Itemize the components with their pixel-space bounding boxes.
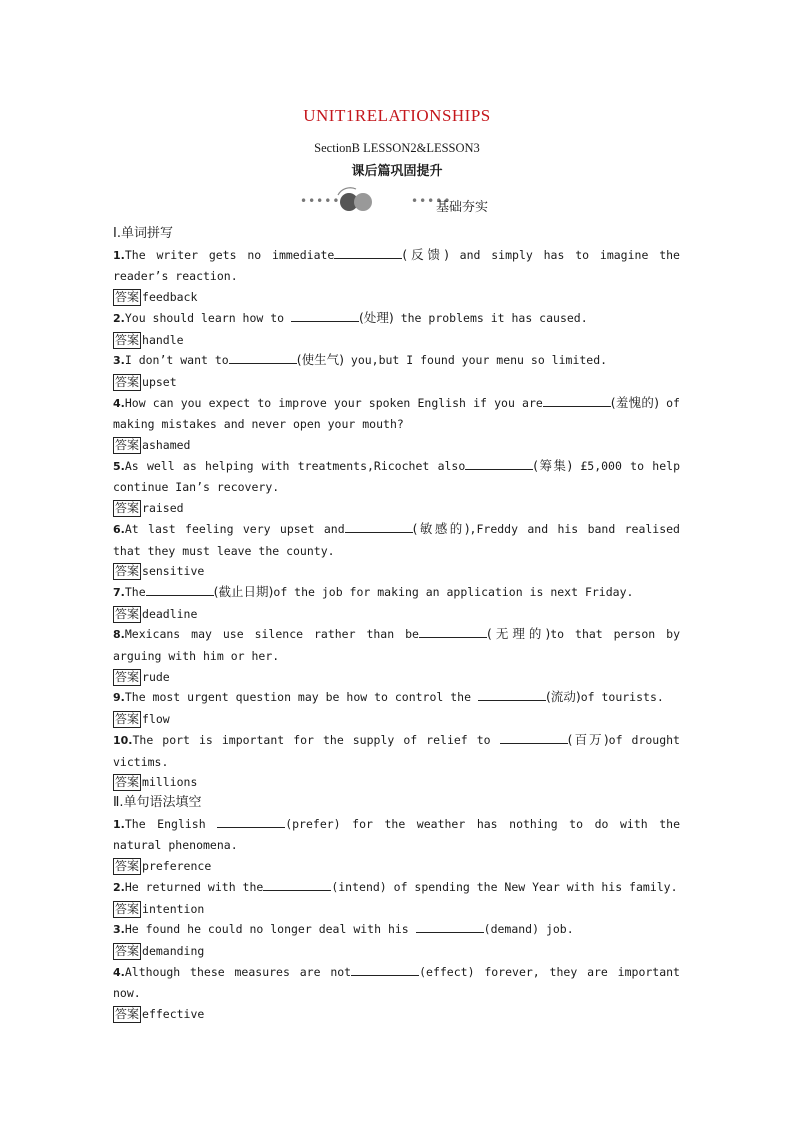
question-text-before: Although these measures are not xyxy=(124,964,352,979)
answer-line xyxy=(113,1004,680,1025)
answer-blank[interactable] xyxy=(345,520,413,533)
answer-blank[interactable] xyxy=(263,878,331,891)
question-text-before: Mexicans may use silence rather than be xyxy=(124,627,419,642)
question-item xyxy=(113,393,680,435)
page-title: UNIT1RELATIONSHIPS xyxy=(303,106,491,125)
answer-line xyxy=(113,330,680,351)
answer-label-box: 答案 xyxy=(115,712,140,727)
question-hint: (处理) xyxy=(359,309,394,325)
question-number: 4. xyxy=(113,965,125,979)
question-number: 3. xyxy=(113,923,125,937)
question-item xyxy=(113,350,680,372)
question-hint: (反馈) xyxy=(402,246,449,262)
answer-label-box: 答案 xyxy=(115,290,140,305)
question-item xyxy=(113,962,680,1004)
answer-line xyxy=(113,561,680,582)
answer-label-box: 答案 xyxy=(115,943,140,958)
answer-line xyxy=(113,772,680,793)
question-text-before: The writer gets no immediate xyxy=(124,247,335,262)
question-number: 8. xyxy=(113,628,125,642)
answer-label-box: 答案 xyxy=(115,438,140,453)
question-item xyxy=(113,308,680,330)
answer-label-box: 答案 xyxy=(115,669,140,684)
answer-value: preference xyxy=(142,859,212,874)
section-heading: Ⅰ.单词拼写 xyxy=(113,226,173,241)
question-item xyxy=(113,456,680,498)
question-hint: (羞愧的) xyxy=(610,394,659,410)
question-hint: (流动) xyxy=(545,689,581,705)
answer-line xyxy=(113,899,680,920)
question-number: 3. xyxy=(113,354,125,368)
question-item xyxy=(113,919,680,941)
question-item xyxy=(113,877,680,899)
question-hint: (使生气) xyxy=(296,352,344,368)
question-number: 5. xyxy=(113,459,125,473)
answer-value: raised xyxy=(142,501,184,516)
answer-label-box: 答案 xyxy=(115,332,140,347)
answer-label-box: 答案 xyxy=(115,859,140,874)
question-text-after: the problems it has caused. xyxy=(393,310,588,325)
question-text-before: As well as helping with treatments,Ricochet also xyxy=(124,458,466,473)
banner-label: 基础夯实 xyxy=(436,200,489,215)
question-text-after: of spending the New Year with his family. xyxy=(386,879,678,894)
question-text-before: The port is important for the supply of relief to xyxy=(132,732,500,747)
question-text-after: ,Freddy and his band realised that they must leave the county. xyxy=(113,521,680,558)
answer-blank[interactable] xyxy=(217,815,285,828)
question-hint: (intend) xyxy=(331,879,387,894)
answer-line xyxy=(113,856,680,877)
banner-dots-left: ••••• xyxy=(300,194,341,208)
question-number: 1. xyxy=(113,248,125,262)
question-hint: (effect) xyxy=(419,964,475,979)
question-number: 2. xyxy=(113,311,125,325)
answer-value: ashamed xyxy=(142,438,191,453)
question-text-after: of making mistakes and never open your mouth? xyxy=(113,395,680,432)
question-number: 7. xyxy=(113,585,125,599)
question-hint: (筹集) xyxy=(533,457,573,473)
banner-dots-right: ••••• xyxy=(411,194,452,208)
answer-line xyxy=(113,667,680,688)
question-item xyxy=(113,519,680,561)
question-item xyxy=(113,730,680,772)
answer-blank[interactable] xyxy=(416,920,484,933)
answer-blank[interactable] xyxy=(478,688,546,701)
question-text-after: forever, they are important now. xyxy=(113,964,680,1001)
section-banner xyxy=(300,186,500,216)
question-text-before: At last feeling very upset and xyxy=(124,521,345,536)
answer-label-box: 答案 xyxy=(115,564,140,579)
answer-value: effective xyxy=(142,1007,205,1022)
answer-value: demanding xyxy=(142,943,205,958)
answer-blank[interactable] xyxy=(291,309,359,322)
answer-blank[interactable] xyxy=(419,625,487,638)
question-text-before: How can you expect to improve your spoken English if you are xyxy=(124,395,543,410)
answer-value: millions xyxy=(142,775,198,790)
answer-line xyxy=(113,287,680,308)
banner-circles-icon xyxy=(332,186,380,214)
question-text-after: to that person by arguing with him or her. xyxy=(113,627,680,664)
question-hint: (敏感的) xyxy=(412,520,470,536)
question-text-before: The most urgent question may be how to control the xyxy=(124,690,478,705)
section-heading: Ⅱ.单句语法填空 xyxy=(113,794,202,810)
question-text-after: and simply has to imagine the reader’s reaction. xyxy=(113,247,680,284)
answer-blank[interactable] xyxy=(500,731,568,744)
question-text-before: The English xyxy=(124,816,218,831)
answer-blank[interactable] xyxy=(229,351,297,364)
question-item xyxy=(113,245,680,287)
answer-value: intention xyxy=(142,901,205,916)
question-text-after: of drought victims. xyxy=(113,732,680,769)
question-text-before: I don’t want to xyxy=(124,353,229,368)
question-number: 4. xyxy=(113,396,125,410)
answer-value: upset xyxy=(142,374,177,389)
answer-line xyxy=(113,604,680,625)
question-number: 2. xyxy=(113,880,125,894)
answer-line xyxy=(113,941,680,962)
answer-label-box: 答案 xyxy=(115,901,140,916)
answer-label-box: 答案 xyxy=(115,1007,140,1022)
answer-line xyxy=(113,709,680,730)
answer-line xyxy=(113,372,680,393)
question-text-after: job. xyxy=(539,922,574,937)
question-hint: (无理的) xyxy=(486,626,551,642)
answer-blank[interactable] xyxy=(465,457,533,470)
section-subtitle: SectionB LESSON2&LESSON3 xyxy=(314,141,480,155)
question-number: 10. xyxy=(113,733,133,747)
question-hint: (百万) xyxy=(567,731,609,747)
answer-label-box: 答案 xyxy=(115,606,140,621)
question-text-before: The xyxy=(124,584,146,599)
question-text-after: £5,000 to help continue Ian’s recovery. xyxy=(113,458,680,495)
answer-value: flow xyxy=(142,712,170,727)
answer-value: feedback xyxy=(142,290,198,305)
answer-blank[interactable] xyxy=(334,246,402,259)
answer-blank[interactable] xyxy=(146,583,214,596)
question-item xyxy=(113,687,680,709)
question-item xyxy=(113,582,680,604)
question-text-before: He found he could no longer deal with his xyxy=(124,922,416,937)
answer-label-box: 答案 xyxy=(115,374,140,389)
question-text-before: You should learn how to xyxy=(124,310,292,325)
practice-subtitle: 课后篇巩固提升 xyxy=(351,164,443,179)
answer-line xyxy=(113,498,680,519)
question-text-after: you,but I found your menu so limited. xyxy=(343,353,608,368)
question-number: 9. xyxy=(113,691,125,705)
exercise-content xyxy=(113,224,680,1025)
question-number: 6. xyxy=(113,522,125,536)
question-text-after: of the job for making an application is next Friday. xyxy=(273,584,634,599)
question-text-after: for the weather has nothing to do with the natural phenomena. xyxy=(113,816,680,853)
question-hint: (截止日期) xyxy=(213,583,274,599)
question-item xyxy=(113,624,680,666)
answer-value: handle xyxy=(142,332,184,347)
question-hint: (prefer) xyxy=(285,816,341,831)
question-text-after: of tourists. xyxy=(580,690,664,705)
answer-value: rude xyxy=(142,669,170,684)
answer-label-box: 答案 xyxy=(115,775,140,790)
answer-value: deadline xyxy=(142,606,198,621)
question-hint: (demand) xyxy=(483,922,540,937)
answer-label-box: 答案 xyxy=(115,501,140,516)
answer-line xyxy=(113,435,680,456)
answer-blank[interactable] xyxy=(351,963,419,976)
question-text-before: He returned with the xyxy=(124,879,264,894)
question-number: 1. xyxy=(113,817,125,831)
answer-value: sensitive xyxy=(142,564,205,579)
answer-blank[interactable] xyxy=(543,394,611,407)
question-item xyxy=(113,814,680,856)
